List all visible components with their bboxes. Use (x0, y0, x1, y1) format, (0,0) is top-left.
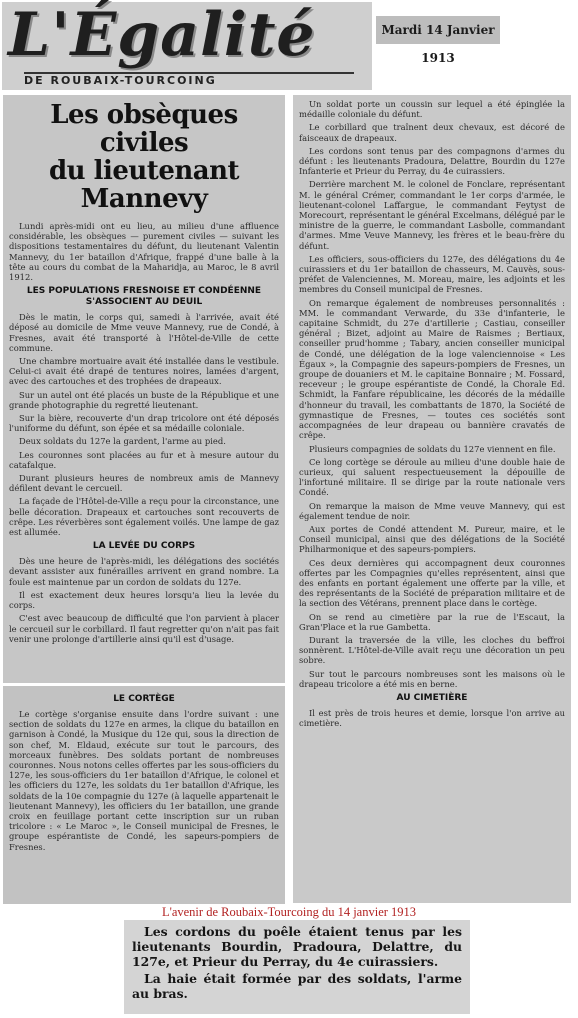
article-paragraph: Deux soldats du 127e la gardent, l'arme au pied. (19, 436, 226, 447)
issue-date: Mardi 14 Janvier 1913 (376, 16, 500, 44)
article-paragraph: Il est exactement deux heures lorsqu'a lieu la levée du corps. (9, 589, 279, 611)
article-paragraph: Durant la traversée de la ville, les cloches du beffroi sonnèrent. L'Hôtel-de-Ville avait reçu une décoration un peu sobre. (299, 634, 565, 666)
clipping-paragraph: La haie était formée par des soldats, l'arme au bras. (132, 971, 462, 1001)
article-paragraph: Les officiers, sous-officiers du 127e, des délégations du 4e cuirassiers et du 1er bataillon de chasseurs, M. Cauvès, sous-préfet de Valenciennes, M. Moreau, maire, les adjoints et les membres du Conseil municipal de Fresnes. (299, 253, 565, 295)
headline-line-1: Les obsèques civiles (50, 100, 238, 158)
section-heading: LES POPULATIONS FRESNOISE ET CONDÉENNE S'ASSOCIENT AU DEUIL (26, 286, 262, 308)
article-paragraph: La façade de l'Hôtel-de-Ville a reçu pour la circonstance, une belle décoration. Drapeaux et cartouches sont recouverts de crêpe. Les réverbères sont également voilés. Une lampe de gaz est allumée. (9, 496, 279, 538)
article-paragraph: Les cordons sont tenus par des compagnons d'armes du défunt : les lieutenants Pradoura, Delattre, Bourdin du 127e Infanterie et Prieur du Perray, du 4e cuirassiers. (299, 145, 565, 177)
newspaper-title: L'Égalité (8, 0, 316, 70)
article-left-column (3, 95, 285, 683)
article-paragraph: Les couronnes sont placées au fur et à mesure autour du catafalque. (9, 449, 279, 470)
article-paragraph: On se rend au cimetière par la rue de l'Escaut, la Gran'Place et la rue Gambetta. (299, 611, 565, 632)
section-heading: LE CORTÈGE (113, 694, 175, 704)
article-paragraph: Une chambre mortuaire avait été installée dans le vestibule. Celui-ci avait été drapé de tentures noires, lamées d'argent, avec des cartouches et des trophées de drapeaux. (9, 356, 279, 387)
article-paragraph: Derrière marchent M. le colonel de Fonclare, représentant M. le général Crémer, commandant le 1er corps d'armée, le lieutenant-colonel Laffargue, le commandant Feytyst de Morecourt, représentant le général Excelmans, délégué par le ministre de la guerre, le commandant Lasbolle, commandant d'armes. Mme Veuve Mannevy, les frères et le beau-frère du défunt. (299, 179, 565, 251)
article-paragraph: Ce long cortège se déroule au milieu d'une double haie de curieux, qui saluent respectueusement la dépouille de l'infortuné militaire. Il se dirige par la route nationale vers Condé. (299, 456, 565, 498)
article-paragraph: Le cortège s'organise ensuite dans l'ordre suivant : une section de soldats du 127e en armes, la clique du bataillon en garnison à Condé, la Musique du 12e qui, sous la direction de son chef, M. Eldaud, exécute sur tout le parcours, des morceaux funèbres. Des soldats portant de nombreuses couronnes. Nous notons celles offertes par les sous-officiers du 127e, les sous-officiers du 1er bataillon d'Afrique, le colonel et les officiers du 127e, les soldats du 1er bataillon d'Afrique, les soldats de la 10e compagnie du 127e (à laquelle appartenait le lieutenant Mannevy), les officiers du 1er bataillon, une grande croix en feuillage portant cette inscription sur un ruban tricolore : « Le Maroc », le Conseil municipal de Fresnes, le groupe espérantiste de Condé, les sapeurs-pompiers de Fresnes. (9, 709, 279, 852)
article-paragraph: Aux portes de Condé attendent M. Pureur, maire, et le Conseil municipal, ainsi que des délégations de la Société Philharmonique et des sapeurs-pompiers. (299, 523, 565, 555)
article-paragraph: Plusieurs compagnies de soldats du 127e viennent en file. (309, 443, 556, 454)
article-paragraph: Sur tout le parcours nombreuses sont les maisons où le drapeau tricolore a été mis en berne. (299, 668, 565, 689)
headline-line-2: du lieutenant Mannevy (48, 156, 240, 214)
article-paragraph: Dès une heure de l'après-midi, les délégations des sociétés devant assister aux funérailles arrivent en grand nombre. La foule est maintenue par un cordon de soldats du 127e. (9, 556, 279, 587)
article-paragraph: Il est près de trois heures et demie, lorsque l'on arrive au cimetière. (299, 707, 565, 729)
article-paragraph: Durant plusieurs heures de nombreux amis de Mannevy défilent devant le cercueil. (9, 473, 279, 494)
article-paragraph: Sur la bière, recouverte d'un drap tricolore ont été déposés l'uniforme du défunt, son épée et sa médaille coloniale. (9, 413, 279, 434)
article-paragraph: Dès le matin, le corps qui, samedi à l'arrivée, avait été déposé au domicile de Mme veuve Mannevy, rue de Condé, à Fresnes, avait été transporté à l'Hôtel-de-Ville de cette commune. (9, 312, 279, 353)
article-paragraph: Sur un autel ont été placés un buste de la République et une grande photographie du regretté lieutenant. (9, 389, 279, 410)
newspaper-clipping (124, 920, 470, 1014)
article-paragraph: On remarque également de nombreuses personnalités : MM. le commandant Verwarde, du 33e d'infanterie, le capitaine Schmidt, du 27e d'artillerie ; Castiau, conseiller général ; Bizet, adjoint au Maire de Raismes ; Bertiaux, conseiller prud'homme ; Tabary, ancien conseiller municipal de Condé, une délégation de la loge valenciennoise « Les Égaux », la Compagnie des sapeurs-pompiers de Fresnes, un groupe de douaniers et M. le capitaine Bonnaire ; M. Fossard, receveur ; le groupe espérantiste de Condé, la Chorale Ed. Schmidt, la Fanfare républicaine, les décorés de la médaille d'honneur du travail, les combattants de 1870, la Société de gymnastique de Fresnes, — toutes ces sociétés sont accompagnées de leur drapeau ou bannière cravatés de crêpe. (299, 297, 565, 441)
article-cortege-block (3, 686, 285, 904)
newspaper-subtitle: DE ROUBAIX-TOURCOING (24, 72, 354, 88)
article-paragraph: C'est avec beaucoup de difficulté que l'on parvient à placer le cercueil sur le corbillard. Il faut regretter qu'on n'ait pas fait venir une prolonge d'artillerie ainsi qu'il est d'usage. (9, 613, 279, 644)
article-paragraph: Le corbillard que traînent deux chevaux, est décoré de faisceaux de drapeaux. (299, 122, 565, 143)
article-paragraph: Un soldat porte un coussin sur lequel a été épinglée la médaille coloniale du défunt. (299, 99, 565, 120)
source-caption: L'avenir de Roubaix-Tourcoing du 14 janvier 1913 (161, 905, 417, 919)
article-paragraph: Lundi après-midi ont eu lieu, au milieu d'une affluence considérable, les obsèques — purement civiles — suivant les dispositions testamentaires du défunt, du lieutenant Valentin Mannevy, du 1er bataillon d'Afrique, frappé d'une balle à la tête au cours du combat de la Maharidja, au Maroc, le 8 avril 1912. (9, 221, 279, 283)
article-right-column (293, 95, 571, 903)
article-paragraph: Ces deux dernières qui accompagnent deux couronnes offertes par les Compagnies qu'elles représentent, ainsi que des enfants en portant également une offerte par la ville, et des représentants de la Société de préparation militaire et de la section des Vétérans, prennent place dans le cortège. (299, 557, 565, 609)
section-heading: LA LEVÉE DU CORPS (92, 541, 196, 552)
newspaper-masthead (2, 2, 372, 90)
article-paragraph: On remarque la maison de Mme veuve Mannevy, qui est également tendue de noir. (299, 500, 565, 521)
article-headline (9, 101, 279, 213)
section-heading: AU CIMETIÈRE (396, 692, 468, 703)
clipping-paragraph: Les cordons du poêle étaient tenus par les lieutenants Bourdin, Pradoura, Delattre, du 127e, et Prieur du Perray, du 4e cuirassiers. (132, 924, 462, 969)
